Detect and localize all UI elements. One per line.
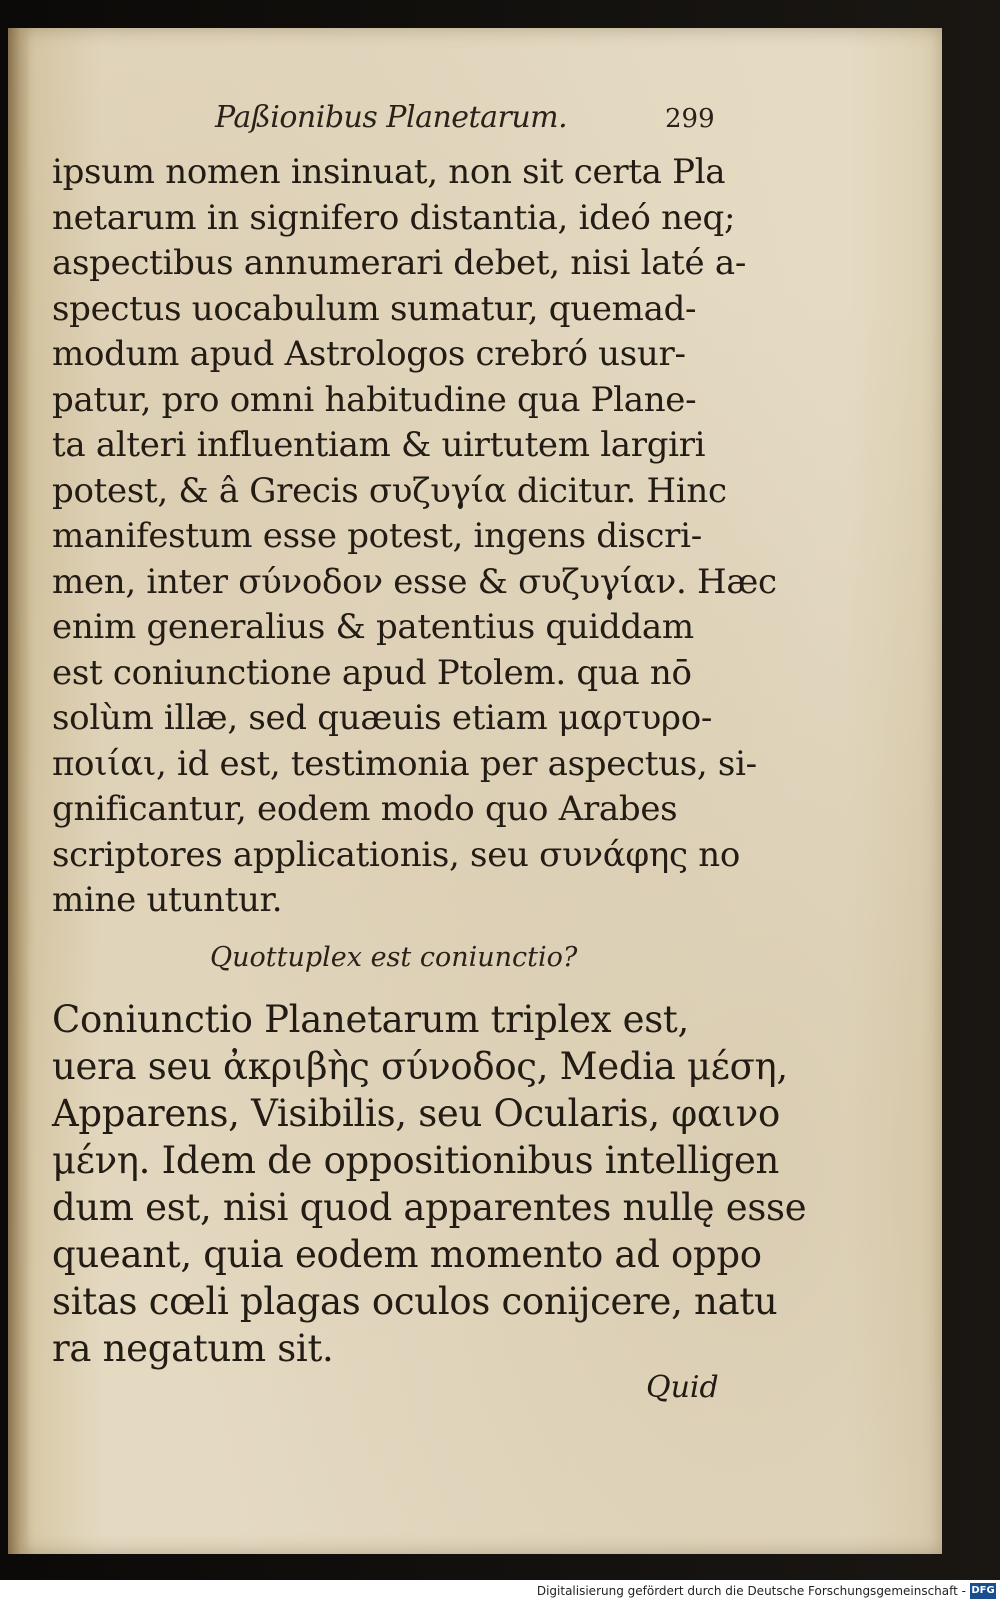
running-head: Paßionibus Planetarum. bbox=[215, 100, 568, 135]
text-line: mine utuntur. bbox=[52, 880, 283, 920]
footer-credit: Digitalisierung gefördert durch die Deutsche Forschungsgemeinschaft - bbox=[536, 1584, 966, 1598]
text-line: manifestum esse potest, ingens discri- bbox=[52, 516, 702, 556]
text-line: ra negatum sit. bbox=[52, 1327, 334, 1370]
page-header bbox=[0, 100, 1000, 144]
text-line: scriptores applicationis, seu συνάφης no bbox=[52, 834, 741, 875]
text-line: patur, pro omni habitudine qua Plane- bbox=[52, 379, 697, 420]
text-line: queant, quia eodem momento ad oppo bbox=[52, 1233, 762, 1276]
text-line: Coniunctio Planetarum triplex est, bbox=[52, 998, 689, 1041]
text-line: ta alteri influentiam & uirtutem largiri bbox=[52, 425, 706, 465]
text-line: Apparens, Visibilis, seu Ocularis, φαινο bbox=[52, 1092, 780, 1135]
text-line: solùm illæ, sed quæuis etiam μαρτυρο- bbox=[52, 698, 713, 738]
catchword: Quid bbox=[646, 1370, 719, 1405]
text-line: aspectibus annumerari debet, nisi laté a- bbox=[52, 243, 747, 283]
text-line: μένη. Idem de oppositionibus intelligen bbox=[52, 1139, 780, 1182]
dfg-logo-icon: DFG bbox=[970, 1583, 996, 1599]
text-line: sitas cœli plagas oculos conijcere, natu bbox=[52, 1280, 778, 1323]
text-line: modum apud Astrologos crebró usur- bbox=[52, 334, 686, 374]
text-line: potest, & â Grecis συζυγία dicitur. Hinc bbox=[52, 470, 727, 511]
text-line: netarum in signifero distantia, ideó neq; bbox=[52, 197, 736, 238]
text-line: uera seu ἀκριβὴς σύνοδος, Media μέση, bbox=[52, 1045, 788, 1088]
paragraph-2 bbox=[52, 996, 807, 1372]
text-line: est coniunctione apud Ptolem. qua nō bbox=[52, 652, 692, 693]
text-line: enim generalius & patentius quiddam bbox=[52, 607, 694, 647]
text-line: ipsum nomen insinuat, non sit certa Pla bbox=[52, 152, 726, 192]
text-line: spectus uocabulum sumatur, quemad- bbox=[52, 288, 697, 329]
page-gutter-shadow bbox=[8, 28, 30, 1554]
text-line: men, inter σύνοδον esse & συζυγίαν. Hæc bbox=[52, 561, 777, 602]
text-line: gnificantur, eodem modo quo Arabes bbox=[52, 789, 678, 829]
digitization-footer bbox=[0, 1580, 1000, 1607]
page-number: 299 bbox=[665, 104, 715, 134]
text-line: ποιίαι, id est, testimonia per aspectus, si- bbox=[52, 743, 757, 784]
text-line: dum est, nisi quod apparentes nullę esse bbox=[52, 1186, 807, 1229]
paragraph-1 bbox=[52, 150, 777, 924]
section-heading: Quottuplex est coniunctio? bbox=[210, 942, 578, 973]
